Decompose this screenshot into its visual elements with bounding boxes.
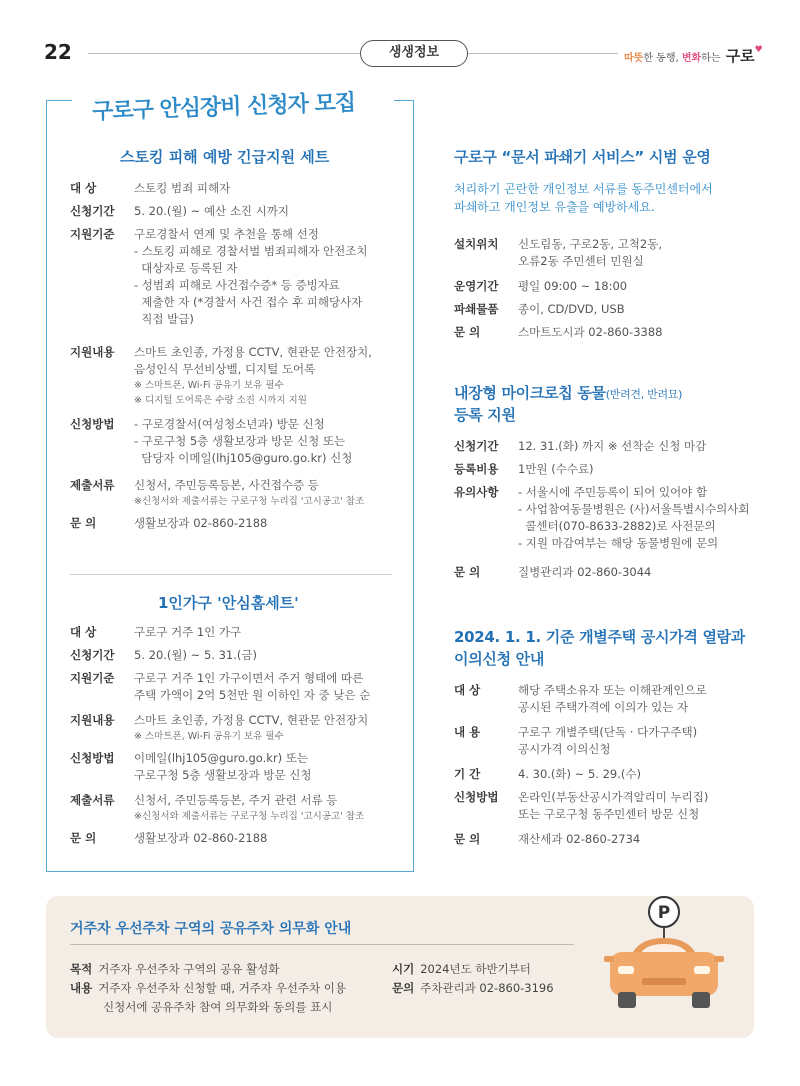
info-value: 생활보장과 02-860-2188 (134, 516, 268, 530)
info-label: 문 의 (70, 516, 97, 530)
info-value: 생활보장과 02-860-2188 (134, 831, 268, 845)
info-value: 스마트 초인종, 가정용 CCTV, 현관문 안전장치 ※ 스마트폰, Wi-Fi 공유기 보유 필수 (134, 713, 369, 742)
info-value: 1만원 (수수료) (518, 462, 594, 476)
parking-purpose: 목적 거주자 우선주차 구역의 공유 활성화 (70, 962, 280, 976)
parking-notice-rule (70, 944, 574, 945)
info-value: 구로경찰서 연계 및 추천을 통해 선정 - 스토킹 피해로 경찰서벌 범죄피해자 안전조치 대상자로 등록된 자 - 성범죄 피해로 사건접수증* 등 증빙자료 제출한 자 (*경찰서 사건 접수 후 피해당사자 직접 발급) (134, 227, 368, 326)
single-home-kit-title: 1인가구 '안심홈세트' (158, 594, 299, 612)
info-label: 문 의 (454, 325, 481, 339)
housing-price-title-line2: 이의신청 안내 (454, 650, 545, 668)
info-label: 제출서류 (70, 478, 115, 492)
info-value: 종이, CD/DVD, USB (518, 302, 625, 316)
info-value: 4. 30.(화) ~ 5. 29.(수) (518, 767, 641, 781)
info-label: 대 상 (454, 683, 481, 697)
section-label: 생생정보 (360, 40, 468, 67)
heart-icon: ♥ (754, 45, 763, 55)
info-value: 구로구 거주 1인 가구이면서 주거 형태에 따른 주택 가액이 2억 5천만 원 이하인 자 중 낮은 순 (134, 671, 371, 702)
info-value: 이메일(lhj105@guro.go.kr) 또는 구로구청 5층 생활보장과 방문 신청 (134, 751, 312, 782)
parking-sign-letter: P (657, 903, 671, 923)
info-value: - 구로경찰서(여성청소년과) 방문 신청 - 구로구청 5층 생활보장과 방문 신청 또는 담당자 이메일(lhj105@guro.go.kr) 신청 (134, 417, 353, 465)
info-label: 설치위치 (454, 237, 499, 251)
info-label: 등록비용 (454, 462, 499, 476)
info-label: 지원기준 (70, 671, 115, 685)
parking-notice-title: 거주자 우선주차 구역의 공유주차 의무화 안내 (70, 921, 352, 937)
info-label: 지원내용 (70, 345, 115, 359)
info-value: - 서울시에 주민등록이 되어 있어야 함 - 사업참여동물병원은 (사)서울특별시수의사회 콜센터(070-8633-2882)로 사전문의 - 지원 마감여부는 해당 동물병원에 문의 (518, 485, 750, 550)
header-rule-left (88, 53, 360, 54)
info-label: 제출서류 (70, 793, 115, 807)
shredder-lead: 처리하기 곤란한 개인정보 서류를 동주민센터에서 파쇄하고 개인정보 유출을 예방하세요. (454, 182, 713, 214)
microchip-title-line2: 등록 지원 (454, 406, 516, 424)
info-label: 대 상 (70, 181, 97, 195)
info-value: 평일 09:00 ~ 18:00 (518, 279, 628, 293)
box-title: 구로구 안심장비 신청자 모집 (91, 90, 356, 125)
info-label: 유의사항 (454, 485, 499, 499)
info-value: 스마트도시과 02-860-3388 (518, 325, 663, 339)
info-label: 운영기간 (454, 279, 499, 293)
info-label: 신청방법 (70, 417, 115, 431)
info-value: 5. 20.(월) ~ 예산 소진 시까지 (134, 204, 290, 218)
info-label: 문 의 (454, 565, 481, 579)
info-value: 신도림동, 구로2동, 고척2동, 오류2동 주민센터 민원실 (518, 237, 662, 268)
info-value: 12. 31.(화) 까지 ※ 선착순 신청 마감 (518, 439, 707, 453)
parking-inquiry: 문의 주차관리과 02-860-3196 (392, 981, 554, 995)
info-label: 기 간 (454, 767, 481, 781)
info-value: 질병관리과 02-860-3044 (518, 565, 652, 579)
info-label: 지원내용 (70, 713, 115, 727)
shredder-service-title: 구로구 “문서 파쇄기 서비스” 시범 운영 (454, 148, 711, 166)
page-number: 22 (44, 40, 72, 64)
info-label: 내 용 (454, 725, 481, 739)
info-value: 5. 20.(월) ~ 5. 31.(금) (134, 648, 257, 662)
info-value: 신청서, 주민등록등본, 사건접수증 등 ※신청서와 제출서류는 구로구청 누리집 '고시공고' 참조 (134, 478, 365, 507)
info-value: 구로구 거주 1인 가구 (134, 625, 242, 639)
stalking-kit-title: 스토킹 피해 예방 긴급지원 세트 (120, 148, 330, 166)
info-label: 지원기준 (70, 227, 115, 241)
info-value: 해당 주택소유자 또는 이해관계인으로 공시된 주택가격에 이의가 있는 자 (518, 683, 707, 714)
section-divider (70, 574, 392, 575)
housing-price-title: 2024. 1. 1. 기준 개별주택 공시가격 열람과 (454, 628, 746, 646)
info-label: 문 의 (454, 832, 481, 846)
info-value: 온라인(부동산공시가격알리미 누리집) 또는 구로구청 동주민센터 방문 신청 (518, 790, 709, 821)
info-label: 신청기간 (70, 648, 115, 662)
info-label: 파쇄물품 (454, 302, 499, 316)
parking-content: 내용 거주자 우선주차 신청할 때, 거주자 우선주차 이용 (70, 981, 346, 995)
brand-logo: 구로 (725, 47, 755, 65)
microchip-title: 내장형 마이크로칩 동물(반려견, 반려묘) (454, 384, 683, 402)
info-value: 재산세과 02-860-2734 (518, 832, 641, 846)
car-illustration (584, 892, 744, 1022)
info-label: 신청방법 (454, 790, 499, 804)
info-value: 스토킹 범죄 피해자 (134, 181, 231, 195)
info-value: 신청서, 주민등록등본, 주거 관련 서류 등 ※신청서와 제출서류는 구로구청 누리집 '고시공고' 참조 (134, 793, 365, 822)
info-label: 신청방법 (70, 751, 115, 765)
info-label: 신청기간 (70, 204, 115, 218)
info-value: 스마트 초인종, 가정용 CCTV, 현관문 안전장치, 음성인식 무선비상벨, 디지털 도어록 ※ 스마트폰, Wi-Fi 공유기 보유 필수 ※ 디지털 도어록은 수량 소진 시까지 지원 (134, 345, 372, 406)
slogan: 따뜻한 동행, 변화하는 구로♥ (624, 45, 763, 65)
info-label: 대 상 (70, 625, 97, 639)
parking-content-line2: 신청서에 공유주차 참여 의무화와 동의를 표시 (103, 1000, 333, 1014)
parking-time: 시기 2024년도 하반기부터 (392, 962, 531, 976)
info-label: 신청기간 (454, 439, 499, 453)
info-label: 문 의 (70, 831, 97, 845)
header-rule-right (468, 53, 618, 54)
info-value: 구로구 개별주택(단독 · 다가구주택) 공시가격 이의신청 (518, 725, 698, 756)
